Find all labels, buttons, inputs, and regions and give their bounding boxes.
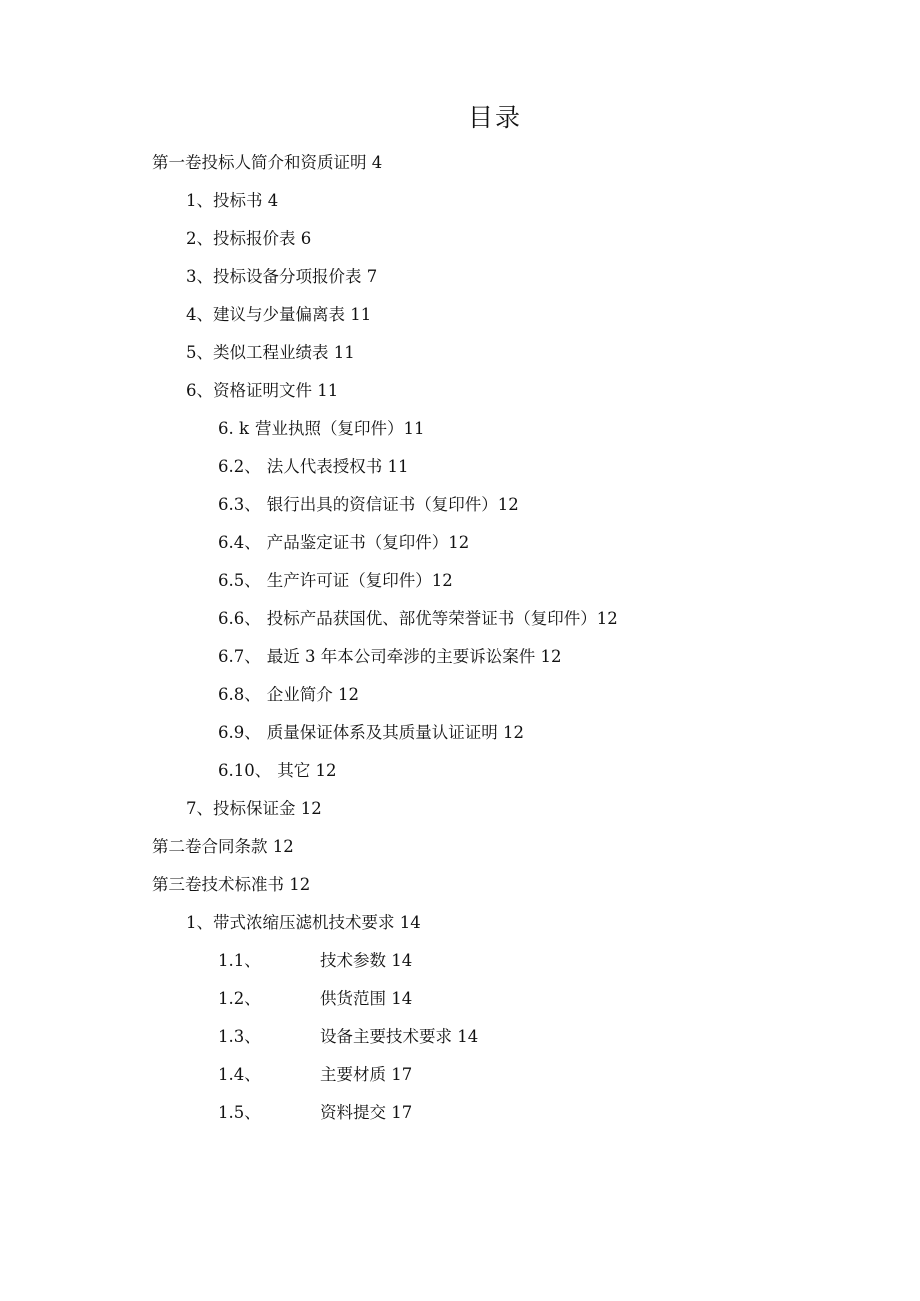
toc-entry[interactable] <box>0 492 920 530</box>
toc-entry[interactable] <box>0 796 920 834</box>
toc-entry-number: 6.2、 <box>218 457 261 476</box>
toc-entry[interactable] <box>0 416 920 454</box>
toc-entry-number: 1.5、 <box>218 1103 261 1122</box>
toc-entry-text: 生产许可证（复印件）12 <box>266 571 453 590</box>
toc-entry[interactable] <box>0 834 920 872</box>
toc-entry[interactable] <box>0 568 920 606</box>
toc-entry-text: 3、投标设备分项报价表 7 <box>186 267 378 286</box>
toc-entry-number: 6.7、 <box>218 647 261 666</box>
toc-entry-text: 投标产品获国优、部优等荣誉证书（复印件）12 <box>266 609 618 628</box>
toc-entry-number: 1.2、 <box>218 989 261 1008</box>
toc-entry-text: 供货范围 14 <box>320 989 413 1008</box>
toc-entry[interactable] <box>0 454 920 492</box>
toc-entry[interactable] <box>0 530 920 568</box>
toc-entry[interactable] <box>0 986 920 1024</box>
toc-entry[interactable] <box>0 758 920 796</box>
toc-entry[interactable] <box>0 188 920 226</box>
toc-entry-number: 6.9、 <box>218 723 261 742</box>
toc-entry[interactable] <box>0 226 920 264</box>
toc-entry-text: 营业执照（复印件）11 <box>255 419 425 438</box>
toc-entry-text: 企业简介 12 <box>266 685 359 704</box>
toc-entry-text: 2、投标报价表 6 <box>186 229 312 248</box>
toc-entry-text: 产品鉴定证书（复印件）12 <box>266 533 470 552</box>
toc-title: 目录 <box>467 103 522 132</box>
toc-entry-number: 1.1、 <box>218 951 261 970</box>
toc-entry-text: 资料提交 17 <box>320 1103 413 1122</box>
toc-entry-text: 4、建议与少量偏离表 11 <box>186 305 372 324</box>
toc-entry[interactable] <box>0 872 920 910</box>
toc-entry[interactable] <box>0 682 920 720</box>
toc-entry[interactable] <box>0 1062 920 1100</box>
toc-entry-text: 7、投标保证金 12 <box>186 799 322 818</box>
toc-entry-text: 其它 12 <box>277 761 337 780</box>
toc-entry[interactable] <box>0 720 920 758</box>
toc-entry-text: 1、投标书 4 <box>186 191 279 210</box>
toc-entry[interactable] <box>0 644 920 682</box>
toc-entry-text: 质量保证体系及其质量认证证明 12 <box>266 723 524 742</box>
toc-entry-text: 设备主要技术要求 14 <box>320 1027 479 1046</box>
toc-entry[interactable] <box>0 378 920 416</box>
toc-entry-text: 银行出具的资信证书（复印件）12 <box>266 495 519 514</box>
toc-entry-number: 6.3、 <box>218 495 261 514</box>
table-of-contents <box>0 150 920 1138</box>
toc-entry-text: 5、类似工程业绩表 11 <box>186 343 355 362</box>
toc-entry-number: 6.4、 <box>218 533 261 552</box>
toc-entry[interactable] <box>0 948 920 986</box>
toc-entry-text: 第一卷投标人简介和资质证明 4 <box>152 153 383 172</box>
toc-entry-number: 6. k <box>218 419 249 438</box>
toc-entry[interactable] <box>0 910 920 948</box>
toc-entry-number: 1.4、 <box>218 1065 261 1084</box>
toc-entry-text: 6、资格证明文件 11 <box>186 381 339 400</box>
toc-entry-text: 法人代表授权书 11 <box>266 457 409 476</box>
toc-entry[interactable] <box>0 606 920 644</box>
toc-entry-text: 1、带式浓缩压滤机技术要求 14 <box>186 913 421 932</box>
toc-entry[interactable] <box>0 264 920 302</box>
toc-entry-text: 第三卷技术标准书 12 <box>152 875 311 894</box>
toc-entry-text: 技术参数 14 <box>320 951 413 970</box>
toc-entry[interactable] <box>0 340 920 378</box>
toc-entry-text: 主要材质 17 <box>320 1065 413 1084</box>
toc-entry[interactable] <box>0 1024 920 1062</box>
toc-entry-number: 6.8、 <box>218 685 261 704</box>
toc-entry-number: 1.3、 <box>218 1027 261 1046</box>
toc-entry-number: 6.10、 <box>218 761 272 780</box>
toc-entry[interactable] <box>0 302 920 340</box>
toc-entry[interactable] <box>0 1100 920 1138</box>
toc-entry[interactable] <box>0 150 920 188</box>
toc-entry-number: 6.5、 <box>218 571 261 590</box>
toc-entry-text: 最近 3 年本公司牵涉的主要诉讼案件 12 <box>266 647 562 666</box>
toc-entry-text: 第二卷合同条款 12 <box>152 837 294 856</box>
toc-entry-number: 6.6、 <box>218 609 261 628</box>
